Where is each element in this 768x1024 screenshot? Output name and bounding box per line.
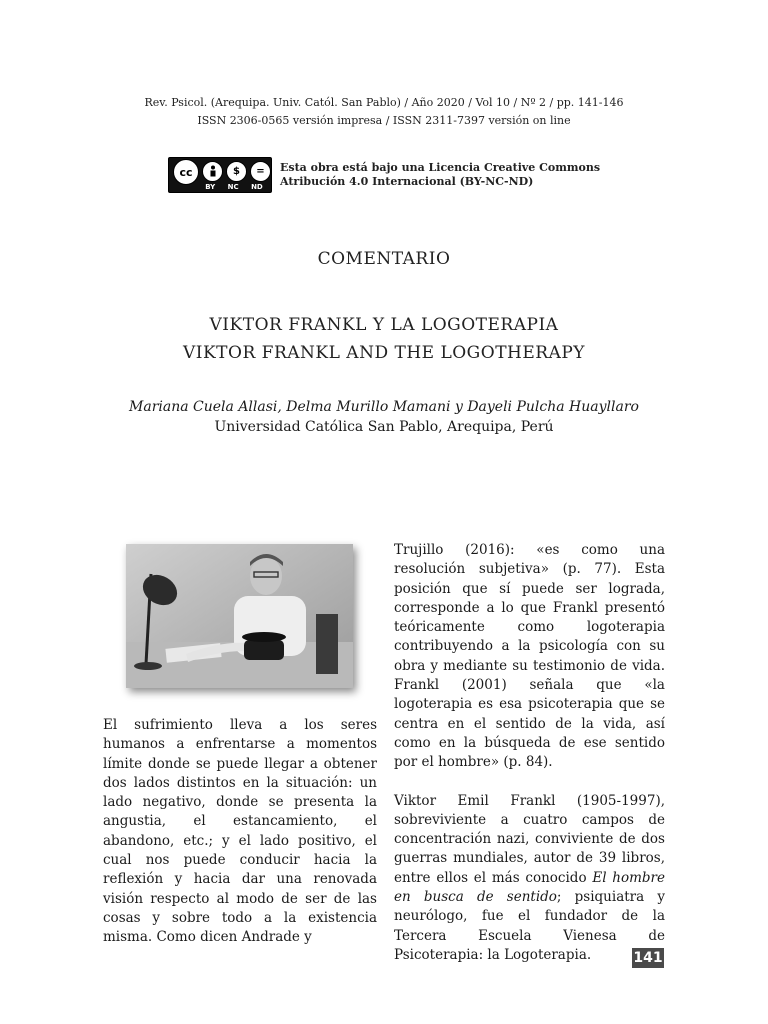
- license-text: [280, 161, 600, 189]
- section-label: COMENTARIO: [317, 249, 451, 269]
- journal-header: [0, 94, 768, 130]
- right-paragraph-1: Trujillo (2016): «es como una resolución subjetiva» (p. 77). Esta posición que sí puede ser lograda, corresponde a lo que Frankl presentó teóricamente como logoterapia contribuyendo a la psicología con su obra y mediante su testimonio de vida. Frankl (2001) señala que «la logoterapia es esa psicoterapia que se centra en el sentido de la vida, así como en la búsqueda de ese sentido por el hombre» (p. 84).: [394, 542, 665, 771]
- noderivatives-icon: =: [250, 161, 271, 182]
- paragraph-2-start: Viktor Emil Frankl (1905-1997), sobreviviente a cuatro campos de concentración nazi, conviviente de dos guerras mundiales, autor de 39 libros, entre ellos el más conocido: [394, 792, 665, 886]
- noncommercial-icon: $: [226, 161, 247, 182]
- title-spanish: VIKTOR FRANKL Y LA LOGOTERAPIA: [209, 315, 559, 335]
- page-number: 141: [633, 950, 663, 966]
- left-paragraph: El sufrimiento lleva a los seres humanos a enfrentarse a momentos límite donde se puede llegar a obtener dos lados distintos en la situación: un lado negativo, donde se presenta la angustia, el estancamiento, el abandono, etc.; y el lado positivo, el cual nos puede conducir hacia la reflexión y hacia dar una renovada visión respecto al modo de ser de las cosas y sobre todo a la existencia misma. Como dicen Andrade y: [103, 717, 377, 946]
- journal-issn: ISSN 2306-0565 versión impresa / ISSN 2311-7397 versión on line: [197, 114, 571, 127]
- article-title: [0, 311, 768, 367]
- creative-commons-badge[interactable]: [168, 157, 272, 193]
- cc-icon: cc: [173, 159, 199, 185]
- affiliation: Universidad Católica San Pablo, Arequipa, Perú: [214, 419, 554, 435]
- book-title: El hombre en busca de sentido: [394, 869, 665, 906]
- title-english: VIKTOR FRANKL AND THE LOGOTHERAPY: [182, 343, 586, 363]
- left-column: [103, 716, 377, 948]
- authors: Mariana Cuela Allasi, Delma Murillo Mamani y Dayeli Pulcha Huayllaro: [129, 399, 639, 415]
- attribution-icon: [202, 161, 223, 182]
- journal-citation: Rev. Psicol. (Arequipa. Univ. Catól. San Pablo) / Año 2020 / Vol 10 / Nº 2 / pp. 141-146: [144, 96, 624, 109]
- badge-label-by: BY: [205, 183, 216, 191]
- license-block: [168, 157, 600, 193]
- badge-label-nd: ND: [251, 183, 263, 191]
- viktor-frankl-photo: [126, 544, 353, 688]
- right-paragraph-2: [394, 792, 665, 966]
- license-line-1: Esta obra está bajo una Licencia Creative Commons: [280, 161, 601, 174]
- paragraph-2-end: ; psiquiatra y neurólogo, fue el fundador de la Tercera Escuela Vienesa de Psicoterapia: la Logoterapia.: [394, 889, 665, 963]
- badge-label-nc: NC: [227, 183, 239, 191]
- license-line-2: Atribución 4.0 Internacional (BY-NC-ND): [280, 175, 534, 188]
- byline: [0, 397, 768, 437]
- right-column: [394, 541, 665, 965]
